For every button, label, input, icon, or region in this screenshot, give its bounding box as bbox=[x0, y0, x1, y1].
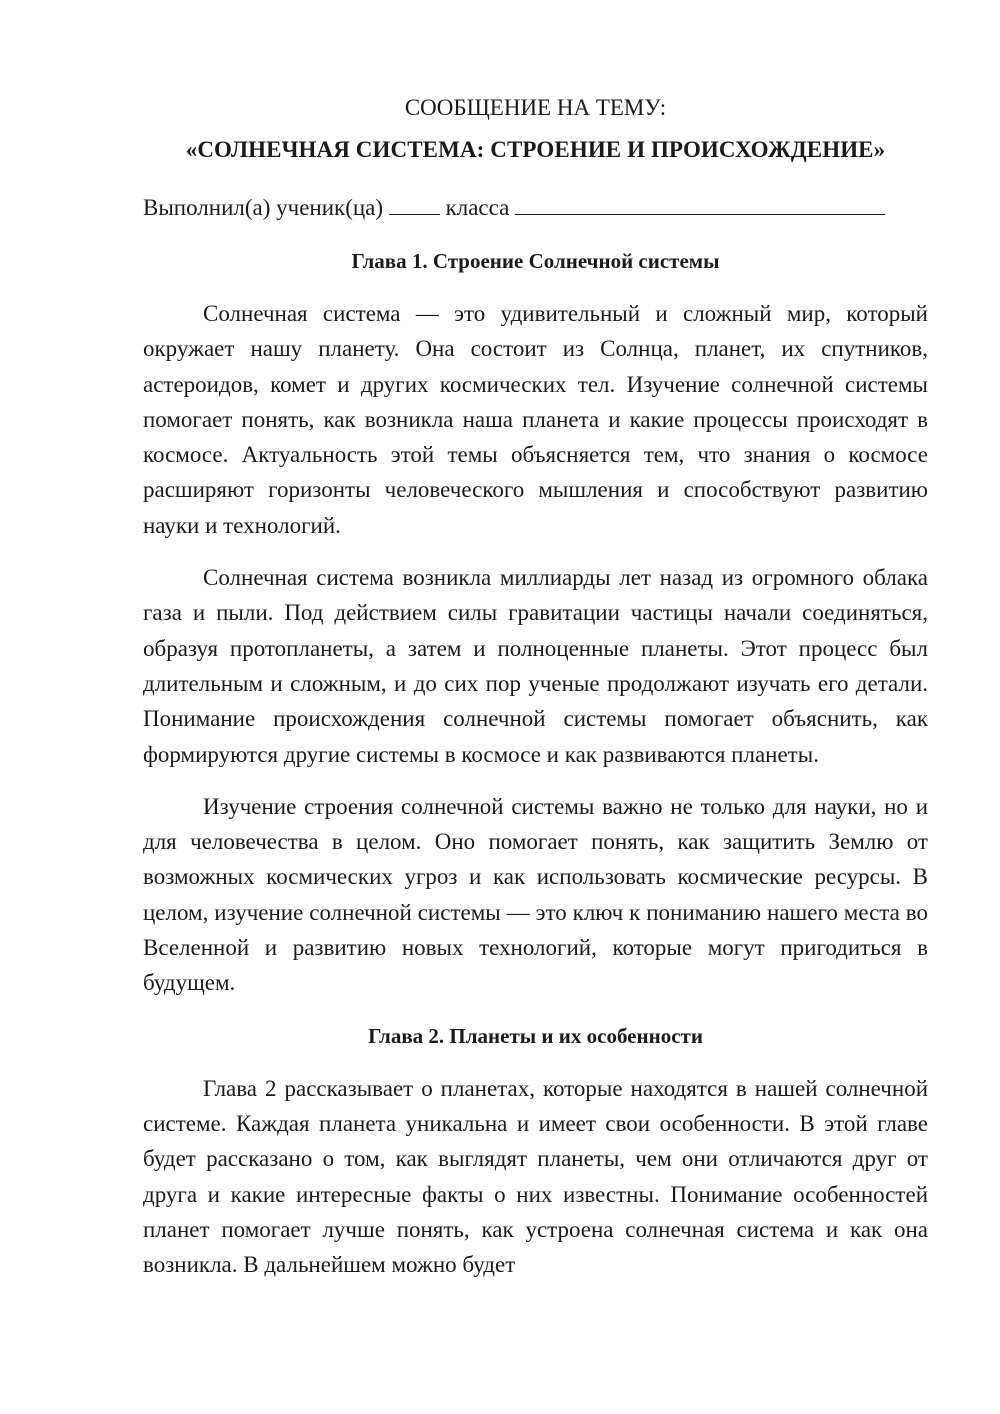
chapter-2-paragraph-1: Глава 2 рассказывает о планетах, которые находятся в нашей солнечной системе. Каждая планета уникальна и имеет свои особенности. В этой главе будет рассказано о том, как выглядят планеты, чем они отличаются друг от друга и какие интересные факты о них известны. Понимание особенностей планет помогает лучше понять, как устроена солнечная система и как она возникла. В дальнейшем можно будет bbox=[143, 1075, 928, 1278]
document-title: «СОЛНЕЧНАЯ СИСТЕМА: СТРОЕНИЕ И ПРОИСХОЖДЕНИЕ» bbox=[185, 137, 886, 162]
topic-label: СООБЩЕНИЕ НА ТЕМУ: bbox=[404, 95, 667, 120]
chapter-1-heading: Глава 1. Строение Солнечной системы bbox=[351, 249, 720, 273]
class-number-blank bbox=[389, 194, 440, 215]
chapter-1-paragraph-3: Изучение строения солнечной системы важно не только для науки, но и для человечества в целом. Оно помогает понять, как защитить Землю от возможных космических угроз и как использовать космические ресурсы. В целом, изучение солнечной системы — это ключ к пониманию нашего места во Вселенной и развитию новых технологий, которые могут пригодиться в будущем. bbox=[143, 793, 928, 996]
chapter-2-heading: Глава 2. Планеты и их особенности bbox=[368, 1023, 703, 1048]
performed-by-label: Выполнил(а) ученик(ца) bbox=[143, 195, 384, 220]
class-word-label: класса bbox=[445, 195, 510, 220]
student-name-blank bbox=[515, 194, 885, 215]
author-line bbox=[143, 190, 928, 226]
chapter-1-paragraph-1: Солнечная система — это удивительный и сложный мир, который окружает нашу планету. Она состоит из Солнца, планет, их спутников, астероидов, комет и других космических тел. Изучение солнечной системы помогает понять, как возникла наша планета и какие процессы происходят в космосе. Актуальность этой темы объясняется тем, что знания о космосе расширяют горизонты человеческого мышления и способствуют развитию науки и технологий. bbox=[143, 301, 928, 538]
document-page bbox=[143, 90, 928, 1282]
chapter-1-paragraph-2: Солнечная система возникла миллиарды лет назад из огромного облака газа и пыли. Под действием силы гравитации частицы начали соединяться, образуя протопланеты, а затем и полноценные планеты. Этот процесс был длительным и сложным, и до сих пор ученые продолжают изучать его детали. Понимание происхождения солнечной системы помогает объяснить, как формируются другие системы в космосе и как развиваются планеты. bbox=[143, 565, 928, 767]
